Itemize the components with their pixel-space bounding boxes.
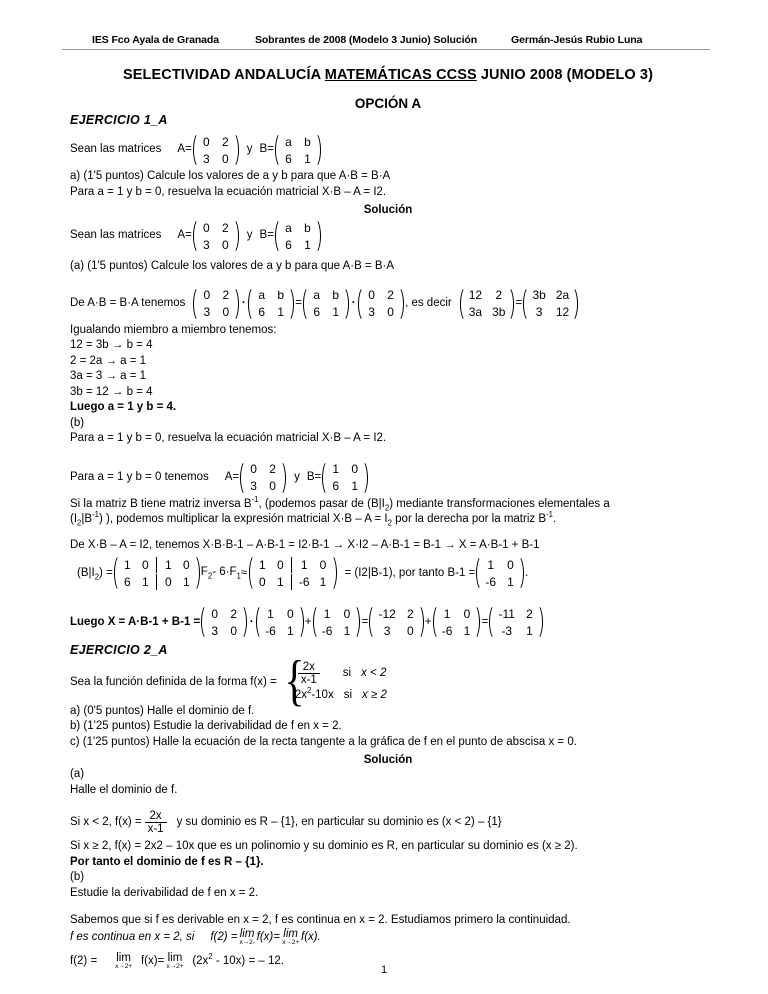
matrix-cell: 1 [351, 479, 359, 494]
matrix-cell: 3 [202, 151, 210, 166]
case-condition: si x < 2 [342, 667, 387, 680]
matrix-cell: 0 [343, 606, 351, 621]
matrix-b-label: B= [259, 143, 274, 156]
matrix-cell: 1 [164, 557, 172, 572]
paren-right [193, 553, 200, 593]
paren-left [193, 217, 200, 255]
matrix-cell: 0 [507, 557, 514, 572]
augmented-matrix-result [249, 553, 337, 593]
limit-right [282, 929, 299, 947]
period: . [525, 566, 529, 579]
matrix-b-inverse [256, 603, 304, 641]
matrix-cell: 2 [221, 220, 229, 235]
matrix-cell: 1 [141, 574, 157, 590]
luego-x-label: Luego X = A·B-1 + B-1 = [70, 615, 201, 628]
ex1-inverse-explanation-line1 [70, 494, 706, 513]
exponent-minus-one: -1 [92, 510, 100, 520]
matrix-cell: 1 [300, 557, 308, 572]
paren-left [489, 603, 496, 641]
matrix-cell: b [304, 220, 311, 235]
matrix-cell: 3b [532, 288, 546, 303]
solucion-label-1: Solución [363, 204, 413, 217]
paren-right [473, 603, 480, 641]
es-decir-label: , es decir [405, 296, 452, 309]
matrix-cell: 3a [468, 305, 483, 320]
equation-line: 12 = 3b → b = 4 [70, 339, 153, 352]
ex1-part-b-matrices [70, 459, 706, 497]
matrix-b [275, 217, 321, 255]
piecewise-case-1 [295, 661, 387, 686]
paren-right [330, 553, 337, 593]
matrix-cell: 12 [555, 305, 570, 320]
limit-subscript: x→2+ [166, 963, 184, 971]
limit-operator: lim [283, 927, 298, 940]
ex1-derivation-line: De X·B – A = I2, tenemos X·B·B-1 – A·B-1 = I2·B-1 → X·I2 – A·B-1 = B-1 → X = A·B-1 + B-1 [70, 538, 540, 551]
matrix-cell: 1 [304, 237, 311, 252]
matrix-cell: 3 [211, 623, 219, 638]
ex2-item-b: b) (1'25 puntos) Estudie la derivabilidad de f en x = 2. [70, 720, 342, 733]
matrix-cell: 0 [203, 288, 211, 303]
matrix-cell: 1 [286, 623, 294, 638]
ex2-part-a-label: (a) [70, 768, 85, 781]
matrix-cell: 6 [258, 305, 266, 320]
option-title: OPCIÓN A [354, 96, 422, 111]
conjunction-y: y [246, 143, 253, 156]
matrix-b-inverse [313, 603, 361, 641]
inverse-text-part3: ) mediante transformaciones elementales a [389, 497, 610, 510]
matrix-lhs-product [460, 285, 515, 323]
f2-prefix: f(2) = [70, 955, 98, 968]
matrix-cell: 1 [258, 557, 266, 572]
paren-right [279, 459, 286, 497]
matrix-cell: 0 [269, 479, 276, 494]
matrix-cell: 2a [555, 288, 570, 303]
ex2-part-b-label: (b) [70, 871, 85, 884]
ex2-part-b-statement: Estudie la derivabilidad de f en x = 2. [70, 886, 259, 899]
matrix-cell: a [258, 288, 266, 303]
matrix-cell: 2 [495, 288, 503, 303]
brace-icon [281, 661, 291, 703]
igualando-label: Igualando miembro a miembro tenemos: [70, 323, 277, 336]
matrix-a [193, 131, 239, 169]
limit-operator: lim [116, 951, 131, 964]
page-title [70, 67, 706, 83]
paren-left [358, 285, 365, 323]
matrix-cell: -6 [298, 574, 310, 589]
paren-left [523, 285, 530, 323]
paren-right [314, 131, 321, 169]
matrix-cell: b [304, 134, 311, 149]
document-header [70, 34, 706, 46]
matrix-cell: -12 [378, 606, 396, 621]
f-of-x-end: f(x). [301, 931, 321, 944]
matrix-cell: 6 [285, 151, 292, 166]
ex2-continuity-condition [70, 929, 706, 947]
matrix-cell: 0 [164, 574, 172, 589]
ex2-sabemos-text: Sabemos que si f es derivable en x = 2, f es continua en x = 2. Estudiamos primero la continuidad. [70, 914, 571, 927]
matrix-cell: a [285, 134, 292, 149]
sean-las-matrices-label: Sean las matrices [70, 229, 162, 242]
matrix-cell: 3 [250, 479, 257, 494]
matrix-b-inverse [433, 603, 481, 641]
row-operation-label: $F_2-$ $6\cdot F_1$ [200, 566, 241, 581]
ex1-conclusion-ab: Luego a = 1 y b = 4. [70, 401, 177, 414]
matrix-cell: 3 [368, 305, 375, 320]
f-continua-label: f es continua en x = 2, si [70, 931, 195, 944]
ex1-augmented-matrix-row [70, 553, 706, 593]
matrix-cell: b [277, 288, 285, 303]
matrix-cell: 12 [468, 288, 483, 303]
ex1-sol-matrices-statement [70, 217, 706, 255]
exponent-minus-one: -1 [546, 510, 553, 520]
matrix-b-label: B= [259, 229, 274, 242]
limit-operator: lim [167, 951, 183, 964]
matrix-cell: -6 [265, 623, 276, 638]
ex1-sol-item-a: (a) (1'5 puntos) Calcule los valores de a y b para que A·B = B·A [70, 260, 395, 273]
equation-line: 2 = 2a → a = 1 [70, 354, 147, 367]
inverse-text-part7: por la derecha por la matriz B [391, 513, 546, 526]
paren-right [507, 285, 514, 323]
matrix-cell: 0 [406, 623, 414, 638]
paren-left [476, 554, 483, 592]
matrix-a-label: A= [224, 471, 240, 484]
exponent-minus-one: -1 [251, 494, 259, 504]
matrix-cell: 0 [221, 237, 229, 252]
matrix-cell: b [332, 288, 340, 303]
matrix-cell: 2 [526, 606, 533, 621]
inverse-text-part4: (I [70, 513, 78, 526]
approx-symbol: ≈ [240, 566, 248, 579]
domain-case1-prefix: Si x < 2, f(x) = [70, 816, 142, 829]
matrix-cell: 0 [387, 305, 394, 320]
matrix-cell: 2 [269, 462, 276, 477]
matrix-cell: 1 [343, 623, 351, 638]
matrix-cell: -6 [485, 574, 497, 589]
f2-label: f(2) = [210, 931, 238, 944]
matrix-cell: 1 [526, 623, 533, 638]
matrix-cell: 1 [332, 305, 340, 320]
fraction-numerator: 2x [149, 810, 162, 823]
paren-right [240, 603, 247, 641]
matrix-cell: 1 [463, 623, 471, 638]
matrix-cell: 2 [406, 606, 414, 621]
paren-left [275, 217, 282, 255]
matrix-a [240, 459, 286, 497]
matrix-cell: 6 [123, 574, 131, 589]
paren-right [342, 285, 349, 323]
subscript-two: 2 [384, 502, 390, 512]
ex2-domain-case-2: Si x ≥ 2, f(x) = 2x2 – 10x que es un polinomio y su dominio es R, en particular su dominio es (x ≥ 2). [70, 840, 578, 853]
limit-subscript: x→2- [239, 939, 255, 947]
equation-line: 3a = 3 → a = 1 [70, 370, 147, 383]
matrix-cell: 2 [230, 606, 238, 621]
matrix-cell: 6 [285, 237, 292, 252]
matrix-cell: 3 [203, 305, 211, 320]
equation-line: 3b = 12 → b = 4 [70, 385, 153, 398]
matrix-cell: 6 [332, 479, 340, 494]
paren-right [361, 459, 368, 497]
matrix-cell: 0 [182, 557, 190, 572]
fraction [145, 810, 167, 835]
subscript-two: 2 [77, 518, 82, 528]
paren-right [353, 603, 360, 641]
inverse-text-part1: Si la matriz B tiene matriz inversa B [70, 497, 252, 510]
conjunction-y: y [246, 229, 253, 242]
matrix-cell: 6 [313, 305, 321, 320]
matrix-cell: 1 [323, 606, 331, 621]
matrix-b-inverse [476, 554, 524, 592]
inverse-text-part2: , (podemos pasar de (B|I [258, 497, 385, 510]
paren-left [240, 459, 247, 497]
paren-left [313, 603, 320, 641]
matrix-cell: 2 [221, 134, 229, 149]
matrix-a [358, 285, 404, 323]
ex2-domain-case-1 [70, 810, 706, 835]
header-subject: Sobrantes de 2008 (Modelo 3 Junio) Solución [254, 34, 478, 46]
ex2-domain-conclusion: Por tanto el dominio de f es R – {1}. [70, 855, 264, 868]
matrix-cell: 0 [202, 220, 210, 235]
matrix-cell: 3 [535, 305, 543, 320]
matrix-cell: 1 [507, 574, 514, 589]
matrix-cell: 0 [258, 574, 266, 589]
paren-right [232, 131, 239, 169]
matrix-cell: 0 [276, 557, 292, 573]
matrix-cell: 1 [276, 574, 292, 590]
ex2-item-a: a) (0'5 puntos) Halle el dominio de f. [70, 704, 255, 717]
matrix-cell: 0 [286, 606, 294, 621]
matrix-a [193, 217, 239, 255]
paren-left [433, 603, 440, 641]
matrix-a [201, 603, 247, 641]
ex1-item-b: Para a = 1 y b = 0, resuelva la ecuación matricial X·B – A = I2. [70, 185, 387, 198]
paren-left [303, 285, 310, 323]
matrix-cell: 1 [332, 462, 340, 477]
matrix-b-label: B= [306, 471, 322, 484]
matrix-cell: 1 [487, 557, 495, 572]
matrix-b [248, 285, 294, 323]
paren-left [193, 131, 200, 169]
matrix-cell: 1 [443, 606, 451, 621]
ex2-halle-dominio: Halle el dominio de f. [70, 783, 178, 796]
paren-right [287, 285, 294, 323]
matrix-cell: 0 [319, 557, 327, 572]
case-expression: $2x^2-10x$ [294, 686, 334, 702]
limit-subscript: x→2+ [115, 963, 132, 971]
matrix-cell: 1 [267, 606, 274, 621]
header-author: Germán-Jesús Rubio Luna [511, 34, 643, 46]
matrix-x-result [489, 603, 542, 641]
matrix-cell: 0 [141, 557, 157, 573]
matrix-b [322, 459, 368, 497]
paren-left [201, 603, 208, 641]
ex1-final-x-computation: Luego X = A·B-1 + B-1 = 0 2 3 0 · 1 0 -6 1 + 1 0 -6 1 = -12 2 3 0 + 1 0 -6 1 = -11 2 -3 1 [70, 603, 706, 641]
limit-operator: lim [239, 927, 255, 940]
inverse-text-part8: . [552, 513, 557, 526]
page-number: 1 [380, 964, 388, 976]
paren-left [369, 603, 376, 641]
matrix-cell: 0 [211, 606, 219, 621]
matrix-cell: 0 [202, 134, 210, 149]
matrix-cell: -3 [501, 623, 513, 638]
inverse-text-part5: |B [81, 513, 93, 526]
matrix-cell: 0 [230, 623, 238, 638]
matrix-b [303, 285, 349, 323]
exercise-1-heading: EJERCICIO 1_A [70, 113, 168, 127]
fraction-denominator: x-1 [298, 673, 320, 686]
paren-left [193, 285, 200, 323]
ex1-part-b-label: (b) [70, 416, 85, 429]
paren-left [460, 285, 467, 323]
matrix-cell: 0 [351, 462, 359, 477]
ex2-item-c: c) (1'25 puntos) Halle la ecuación de la recta tangente a la gráfica de f en el punto de abscisa x = 0. [70, 735, 577, 748]
title-part-1: SELECTIVIDAD ANDALUCÍA [122, 67, 325, 83]
matrix-cell: 3 [202, 237, 210, 252]
header-school: IES Fco Ayala de Granada [92, 34, 219, 46]
paren-right [397, 285, 404, 323]
matrix-a-label: A= [177, 143, 192, 156]
ex1-item-a: a) (1'5 puntos) Calcule los valores de a y b para que A·B = B·A [70, 170, 391, 182]
paren-left [114, 553, 121, 593]
paren-right [536, 603, 543, 641]
matrix-cell: 3b [492, 305, 506, 320]
limit-left [240, 929, 255, 947]
equals-i2-binverse-label: = (I2|B-1), por tanto B-1 = [344, 566, 476, 579]
limit-subscript: x→2+ [282, 939, 300, 947]
matrix-intermediate [369, 603, 423, 641]
de-ab-ba-label: De A·B = B·A tenemos [70, 296, 186, 309]
f-of-x: f(x) [256, 931, 274, 944]
matrix-cell: 1 [277, 305, 285, 320]
paren-left [249, 553, 256, 593]
multiplication-dot: · [351, 296, 356, 309]
matrix-cell: 0 [250, 462, 257, 477]
multiplication-dot: · [249, 615, 254, 628]
f2-expression: $(2x^2 - 10x)$ = – 12. [192, 952, 284, 968]
piecewise-function [281, 661, 387, 703]
paren-right [314, 217, 321, 255]
matrix-cell: -6 [441, 623, 453, 638]
piecewise-case-2 [295, 688, 387, 703]
matrix-cell: 0 [463, 606, 471, 621]
f-of-x: f(x) [140, 955, 158, 968]
paren-left [256, 603, 263, 641]
sea-la-funcion-label: Sea la función definida de la forma f(x) = [70, 675, 277, 688]
ex1-inverse-explanation-line2 [70, 512, 706, 528]
matrix-cell: 3 [383, 623, 391, 638]
ex1-product-equation: De A·B = B·A tenemos 0 2 3 0 · a b 6 1 = a b 6 1 · 0 2 3 0 , es decir 12 2 3a 3b = 3b 2a 3 12 [70, 285, 706, 323]
exercise-2-heading: EJERCICIO 2_A [70, 643, 168, 658]
matrix-rhs-product [523, 285, 578, 323]
matrix-cell: -11 [498, 606, 515, 621]
title-underlined: MATEMÁTICAS CCSS [324, 67, 477, 83]
sean-las-matrices-label: Sean las matrices [70, 143, 162, 156]
matrix-cell: 0 [368, 288, 375, 303]
header-divider [62, 49, 710, 50]
matrix-cell: -6 [321, 623, 333, 638]
matrix-cell: 1 [123, 557, 131, 572]
matrix-cell: 2 [222, 288, 230, 303]
matrix-b [275, 131, 321, 169]
matrix-cell: 0 [222, 305, 230, 320]
ex1-part-b-statement: Para a = 1 y b = 0, resuelva la ecuación matricial X·B – A = I2. [70, 432, 387, 445]
matrix-a-label: A= [177, 229, 192, 242]
paren-right [297, 603, 304, 641]
augmented-matrix-start [114, 553, 200, 593]
ex2-function-definition [70, 661, 706, 703]
matrix-cell: a [285, 220, 292, 235]
solucion-label-2: Solución [363, 754, 413, 767]
paren-right [517, 554, 524, 592]
case-condition: si x ≥ 2 [343, 689, 387, 702]
matrix-cell: 1 [182, 574, 190, 589]
matrix-cell: a [313, 288, 321, 303]
inverse-text-part6: ) ), podemos multiplicar la expresión matricial X·B – A = I [99, 513, 388, 526]
para-tenemos-label: Para a = 1 y b = 0 tenemos [70, 471, 209, 484]
paren-left [322, 459, 329, 497]
equals-sign: = [157, 955, 165, 968]
paren-right [417, 603, 424, 641]
paren-left [248, 285, 255, 323]
matrix-cell: 1 [304, 151, 311, 166]
subscript-two: 2 [387, 518, 392, 528]
matrix-cell: 1 [319, 574, 327, 589]
conjunction-y: y [294, 471, 300, 484]
title-part-2: JUNIO 2008 (MODELO 3) [476, 67, 654, 83]
matrix-a [193, 285, 239, 323]
domain-case1-suffix: y su dominio es R – {1}, en particular su dominio es (x < 2) – {1} [176, 816, 502, 829]
paren-left [275, 131, 282, 169]
fraction-numerator: 2x [302, 661, 315, 674]
ex1-matrices-statement [70, 131, 706, 169]
equals-sign: = [273, 931, 280, 944]
matrix-cell: 0 [221, 151, 229, 166]
fraction-denominator: x-1 [145, 822, 167, 835]
paren-right [232, 285, 239, 323]
multiplication-dot: · [241, 296, 246, 309]
matrix-cell: 2 [387, 288, 394, 303]
paren-right [232, 217, 239, 255]
paren-right [571, 285, 578, 323]
bi2-label: $(B|I_2)$ = [77, 566, 113, 581]
